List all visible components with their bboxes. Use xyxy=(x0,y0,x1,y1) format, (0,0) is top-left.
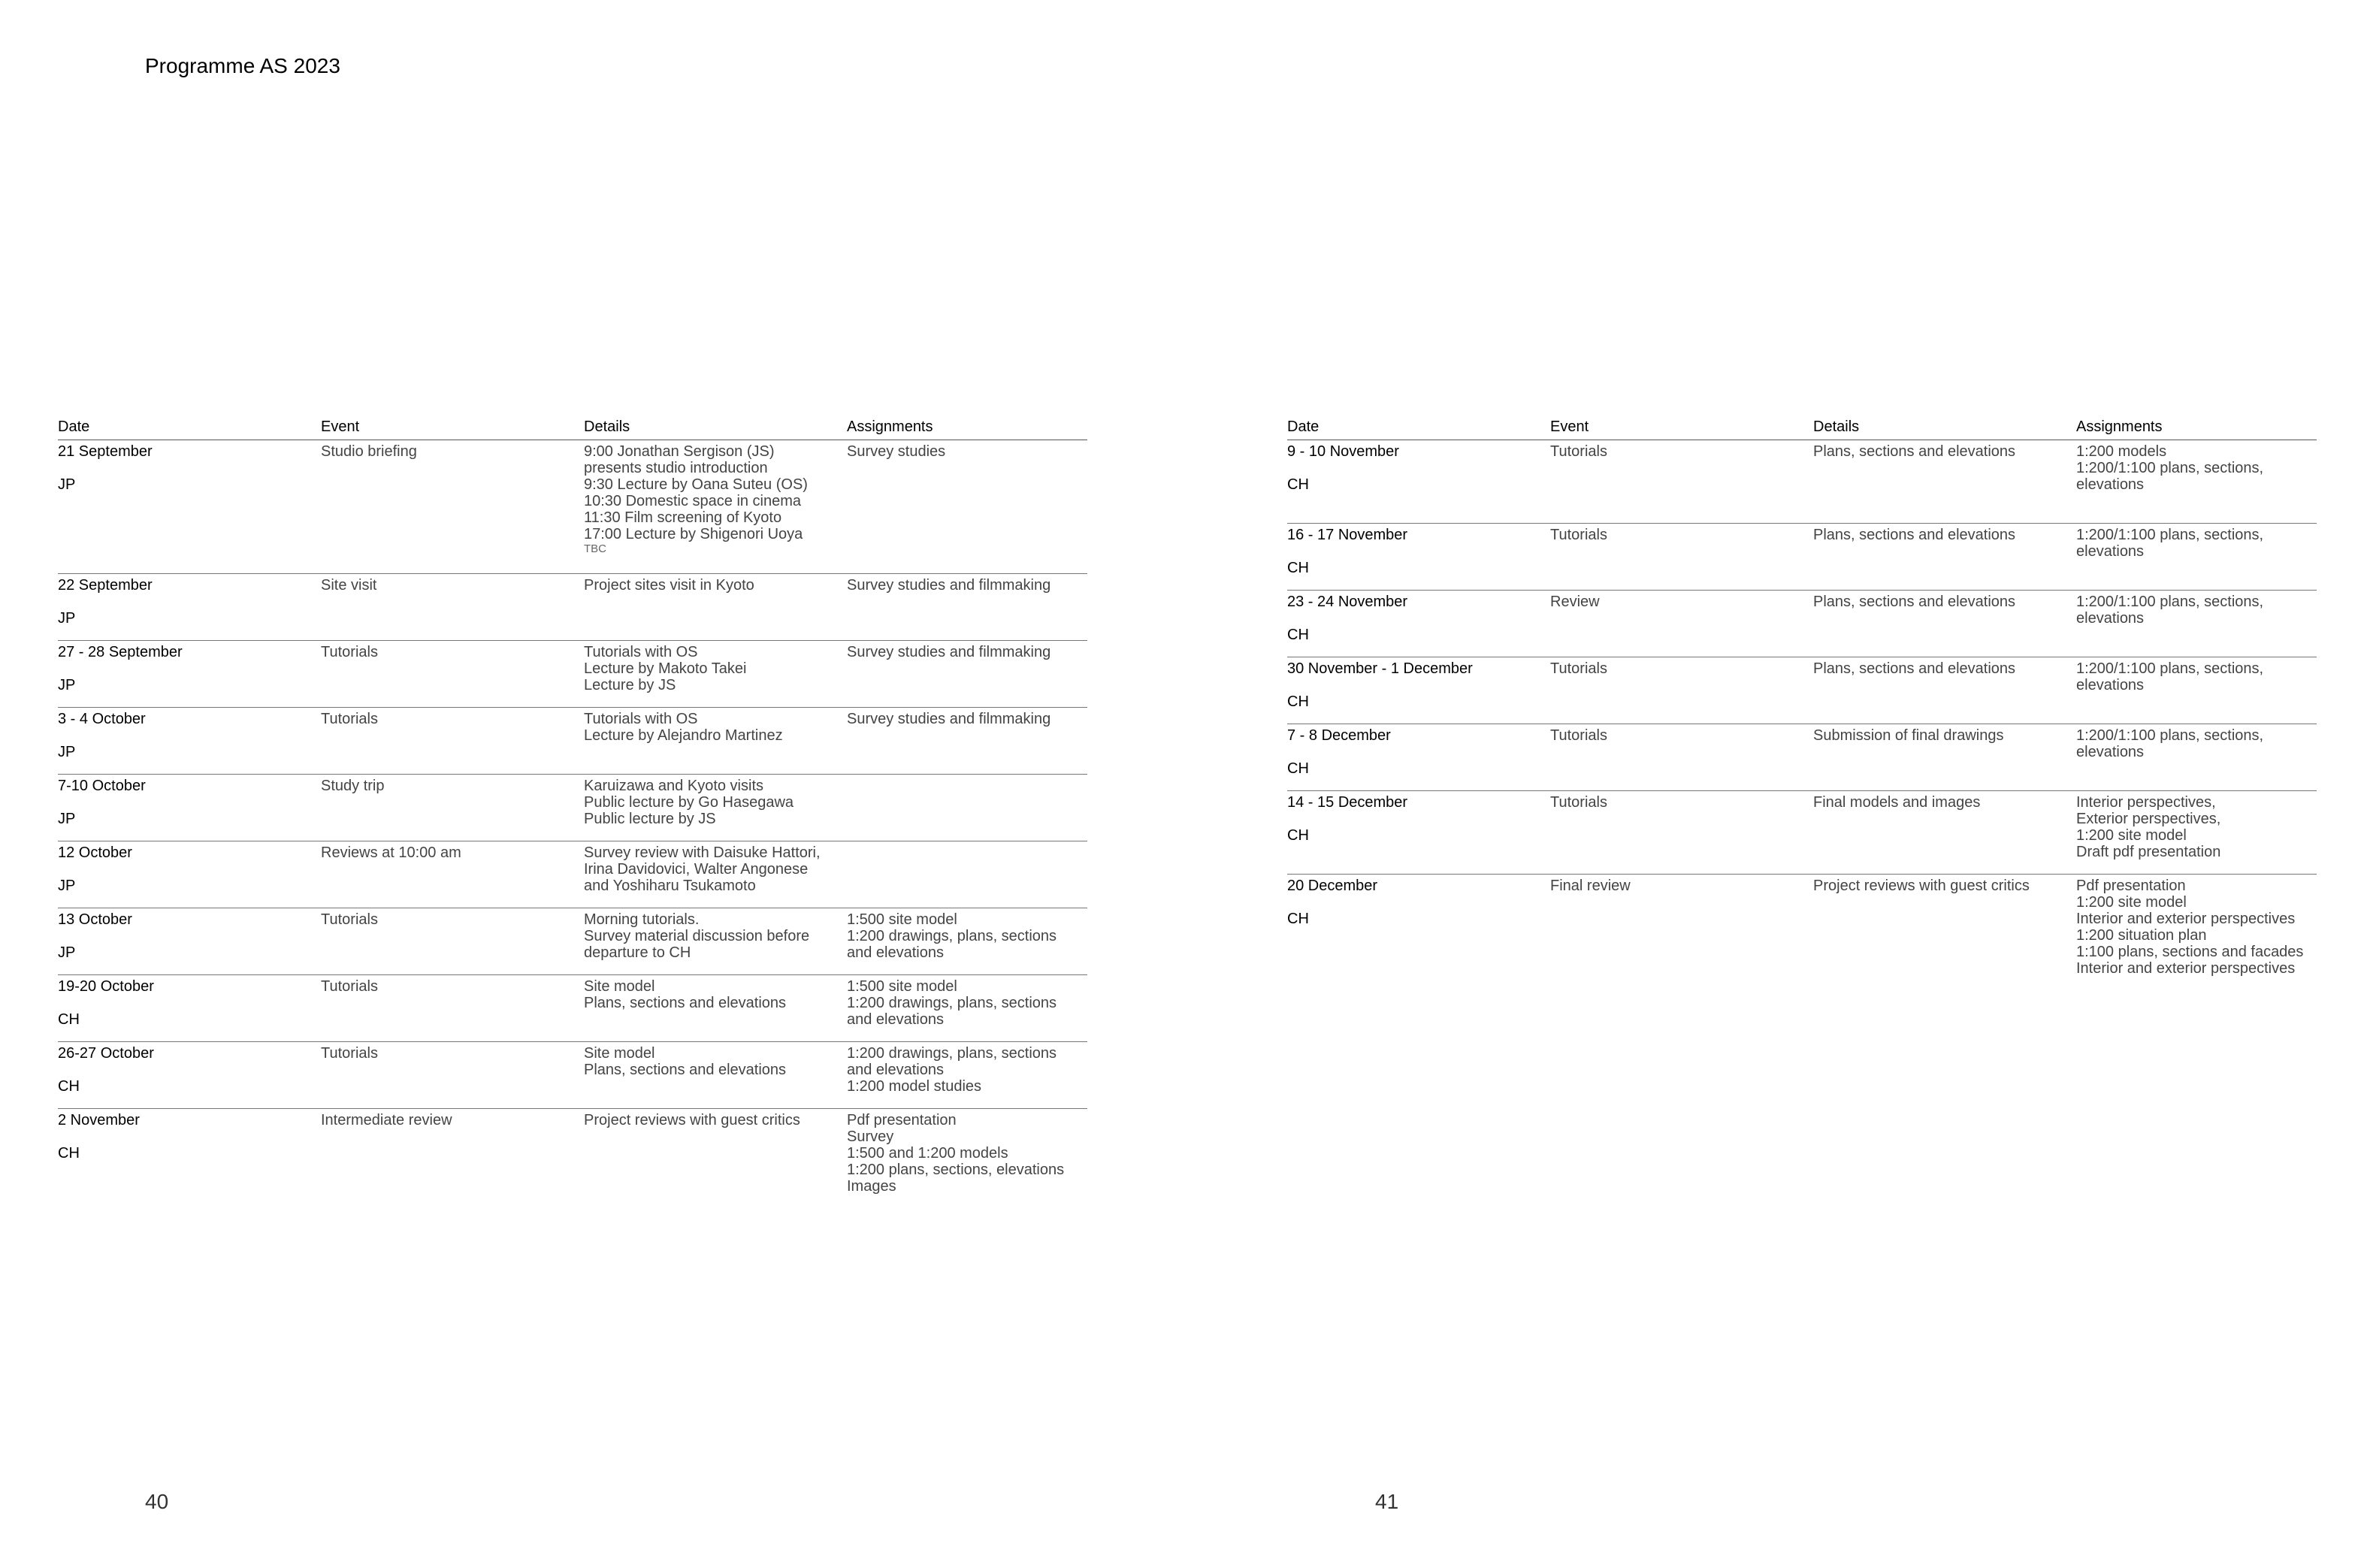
details-line: Morning tutorials. xyxy=(584,911,700,928)
date-cell xyxy=(58,644,321,707)
assignment-line: 1:200 situation plan xyxy=(2076,927,2207,944)
row-date: 20 December xyxy=(1287,878,1378,894)
schedule-table-right xyxy=(1287,415,2317,987)
details-line: Tutorials with OS xyxy=(584,711,698,727)
assignment-line: 1:200/1:100 plans, sections, xyxy=(2076,727,2264,744)
page-title: Programme AS 2023 xyxy=(145,54,340,77)
row-country: CH xyxy=(58,1011,80,1028)
table-row xyxy=(58,908,1087,975)
table-row xyxy=(1287,524,2317,591)
assignment-line: Survey studies xyxy=(847,443,946,460)
date-cell xyxy=(58,1112,321,1207)
assignments-cell xyxy=(847,911,1087,974)
event-cell xyxy=(1550,527,1813,590)
row-event: Tutorials xyxy=(1550,727,1607,744)
table-row xyxy=(58,975,1087,1042)
details-cell xyxy=(1813,527,2076,590)
row-event: Tutorials xyxy=(1550,527,1607,543)
date-cell xyxy=(58,844,321,908)
table-body-left xyxy=(58,440,1087,1207)
assignments-cell xyxy=(847,577,1087,640)
row-country: JP xyxy=(58,677,76,693)
details-cell xyxy=(584,711,847,774)
details-line: presents studio introduction xyxy=(584,460,768,476)
assignment-line: Pdf presentation xyxy=(847,1112,957,1128)
row-date: 13 October xyxy=(58,911,132,928)
assignment-line: elevations xyxy=(2076,476,2145,493)
row-country: JP xyxy=(58,811,76,827)
details-line: 9:30 Lecture by Oana Suteu (OS) xyxy=(584,476,808,493)
table-row xyxy=(1287,791,2317,875)
row-country: JP xyxy=(58,878,76,894)
row-event: Tutorials xyxy=(321,644,378,660)
event-cell xyxy=(321,644,584,707)
date-cell xyxy=(1287,878,1550,987)
details-line: Plans, sections and elevations xyxy=(1813,660,2016,677)
details-line: Plans, sections and elevations xyxy=(1813,443,2016,460)
row-date: 22 September xyxy=(58,577,153,594)
schedule-table-left xyxy=(58,415,1087,1207)
event-cell xyxy=(1550,727,1813,790)
assignments-cell xyxy=(2076,794,2317,874)
row-event: Final review xyxy=(1550,878,1631,894)
details-line: 10:30 Domestic space in cinema xyxy=(584,493,802,509)
row-country: JP xyxy=(58,744,76,760)
event-cell xyxy=(1550,794,1813,874)
date-cell xyxy=(58,778,321,841)
row-country: JP xyxy=(58,476,76,493)
row-country: CH xyxy=(1287,827,1309,844)
table-row xyxy=(58,574,1087,641)
date-cell xyxy=(1287,727,1550,790)
details-line: Lecture by JS xyxy=(584,677,676,693)
details-note: TBC xyxy=(584,542,606,555)
row-date: 9 - 10 November xyxy=(1287,443,1399,460)
table-row xyxy=(58,1042,1087,1109)
details-cell xyxy=(1813,727,2076,790)
row-event: Tutorials xyxy=(1550,443,1607,460)
assignment-line: 1:100 plans, sections and facades xyxy=(2076,944,2304,960)
assignment-line: 1:200 drawings, plans, sections xyxy=(847,995,1057,1011)
details-cell xyxy=(1813,443,2076,523)
date-cell xyxy=(58,911,321,974)
table-row xyxy=(1287,724,2317,791)
table-row xyxy=(1287,657,2317,724)
assignment-line: Exterior perspectives, xyxy=(2076,811,2221,827)
assignments-cell xyxy=(847,778,1087,841)
page-number-right: 41 xyxy=(1375,1490,1399,1513)
table-row xyxy=(1287,875,2317,987)
table-row xyxy=(58,440,1087,574)
details-line: Irina Davidovici, Walter Angonese xyxy=(584,861,809,878)
assignment-line: 1:200 site model xyxy=(2076,894,2187,911)
assignment-line: Survey studies and filmmaking xyxy=(847,711,1051,727)
table-row xyxy=(58,1109,1087,1207)
assignment-line: 1:200 models xyxy=(2076,443,2167,460)
details-line: 11:30 Film screening of Kyoto xyxy=(584,509,782,526)
assignments-cell xyxy=(2076,727,2317,790)
event-cell xyxy=(321,711,584,774)
event-cell xyxy=(1550,443,1813,523)
row-event: Intermediate review xyxy=(321,1112,452,1128)
row-date: 2 November xyxy=(58,1112,140,1128)
header-date: Date xyxy=(58,418,90,435)
event-cell xyxy=(321,1045,584,1108)
details-line: Project sites visit in Kyoto xyxy=(584,577,754,594)
assignments-cell xyxy=(2076,660,2317,724)
details-line: Plans, sections and elevations xyxy=(1813,594,2016,610)
row-date: 19-20 October xyxy=(58,978,154,995)
details-line: Survey material discussion before xyxy=(584,928,810,944)
table-header xyxy=(1287,415,2317,440)
table-row xyxy=(1287,440,2317,524)
event-cell xyxy=(321,577,584,640)
assignment-line: Interior perspectives, xyxy=(2076,794,2216,811)
details-line: Survey review with Daisuke Hattori, xyxy=(584,844,821,861)
assignment-line: 1:200 site model xyxy=(2076,827,2187,844)
details-line: Public lecture by JS xyxy=(584,811,716,827)
details-cell xyxy=(584,911,847,974)
event-cell xyxy=(321,778,584,841)
assignment-line: and elevations xyxy=(847,1062,944,1078)
date-cell xyxy=(58,577,321,640)
table-body-right xyxy=(1287,440,2317,987)
details-cell xyxy=(584,1112,847,1207)
date-cell xyxy=(1287,443,1550,523)
date-cell xyxy=(1287,527,1550,590)
date-cell xyxy=(1287,660,1550,724)
header-event: Event xyxy=(321,418,360,435)
details-line: Final models and images xyxy=(1813,794,1981,811)
table-header xyxy=(58,415,1087,440)
details-line: Public lecture by Go Hasegawa xyxy=(584,794,794,811)
row-date: 27 - 28 September xyxy=(58,644,183,660)
details-line: Lecture by Alejandro Martinez xyxy=(584,727,783,744)
details-cell xyxy=(584,644,847,707)
details-line: Plans, sections and elevations xyxy=(584,1062,787,1078)
row-event: Tutorials xyxy=(1550,794,1607,811)
header-date: Date xyxy=(1287,418,1320,435)
assignment-line: and elevations xyxy=(847,1011,944,1028)
row-country: CH xyxy=(1287,693,1309,710)
assignments-cell xyxy=(2076,443,2317,523)
details-line: Plans, sections and elevations xyxy=(1813,527,2016,543)
row-event: Study trip xyxy=(321,778,385,794)
assignments-cell xyxy=(2076,878,2317,987)
assignment-line: 1:500 site model xyxy=(847,911,957,928)
date-cell xyxy=(58,711,321,774)
date-cell xyxy=(1287,594,1550,657)
assignment-line: elevations xyxy=(2076,677,2145,693)
row-event: Tutorials xyxy=(1550,660,1607,677)
event-cell xyxy=(321,978,584,1041)
assignments-cell xyxy=(847,844,1087,908)
assignments-cell xyxy=(847,1045,1087,1108)
assignment-line: 1:200/1:100 plans, sections, xyxy=(2076,460,2264,476)
header-event: Event xyxy=(1550,418,1589,435)
assignment-line: 1:200 plans, sections, elevations xyxy=(847,1162,1065,1178)
assignment-line: 1:500 site model xyxy=(847,978,957,995)
date-cell xyxy=(1287,794,1550,874)
date-cell xyxy=(58,1045,321,1108)
header-assignments: Assignments xyxy=(847,418,933,435)
event-cell xyxy=(1550,660,1813,724)
row-country: CH xyxy=(1287,560,1309,576)
row-country: JP xyxy=(58,610,76,627)
details-cell xyxy=(584,443,847,573)
details-cell xyxy=(1813,794,2076,874)
assignment-line: Interior and exterior perspectives xyxy=(2076,960,2296,977)
row-event: Tutorials xyxy=(321,911,378,928)
details-line: Submission of final drawings xyxy=(1813,727,2004,744)
table-row xyxy=(58,841,1087,908)
row-event: Tutorials xyxy=(321,1045,378,1062)
assignment-line: Pdf presentation xyxy=(2076,878,2186,894)
row-date: 12 October xyxy=(58,844,132,861)
header-assignments: Assignments xyxy=(2076,418,2163,435)
row-date: 26-27 October xyxy=(58,1045,154,1062)
row-country: CH xyxy=(1287,911,1309,927)
details-line: Karuizawa and Kyoto visits xyxy=(584,778,764,794)
details-cell xyxy=(1813,878,2076,987)
row-event: Studio briefing xyxy=(321,443,417,460)
row-date: 7 - 8 December xyxy=(1287,727,1391,744)
assignments-cell xyxy=(847,1112,1087,1207)
row-event: Tutorials xyxy=(321,978,378,995)
assignment-line: 1:200 drawings, plans, sections xyxy=(847,928,1057,944)
details-line: Plans, sections and elevations xyxy=(584,995,787,1011)
details-line: Site model xyxy=(584,978,655,995)
assignments-cell xyxy=(847,443,1087,573)
row-event: Reviews at 10:00 am xyxy=(321,844,461,861)
details-cell xyxy=(584,778,847,841)
assignment-line: Survey studies and filmmaking xyxy=(847,577,1051,594)
assignment-line: elevations xyxy=(2076,543,2145,560)
event-cell xyxy=(321,844,584,908)
table-row xyxy=(58,708,1087,775)
table-row xyxy=(1287,591,2317,657)
row-country: CH xyxy=(58,1145,80,1162)
row-date: 14 - 15 December xyxy=(1287,794,1408,811)
details-line: Site model xyxy=(584,1045,655,1062)
row-date: 16 - 17 November xyxy=(1287,527,1408,543)
assignment-line: Survey xyxy=(847,1128,894,1145)
assignment-line: 1:500 and 1:200 models xyxy=(847,1145,1008,1162)
details-line: 9:00 Jonathan Sergison (JS) xyxy=(584,443,775,460)
assignment-line: 1:200 model studies xyxy=(847,1078,982,1095)
assignments-cell xyxy=(2076,527,2317,590)
row-date: 3 - 4 October xyxy=(58,711,146,727)
table-row xyxy=(58,641,1087,708)
details-line: Project reviews with guest critics xyxy=(1813,878,2030,894)
details-line: and Yoshiharu Tsukamoto xyxy=(584,878,756,894)
event-cell xyxy=(321,1112,584,1207)
assignments-cell xyxy=(847,711,1087,774)
assignment-line: elevations xyxy=(2076,744,2145,760)
details-cell xyxy=(1813,594,2076,657)
row-event: Site visit xyxy=(321,577,377,594)
assignment-line: elevations xyxy=(2076,610,2145,627)
details-line: departure to CH xyxy=(584,944,691,961)
assignment-line: 1:200/1:100 plans, sections, xyxy=(2076,594,2264,610)
assignment-line: and elevations xyxy=(847,944,944,961)
assignments-cell xyxy=(847,978,1087,1041)
details-line: Tutorials with OS xyxy=(584,644,698,660)
assignment-line: 1:200/1:100 plans, sections, xyxy=(2076,527,2264,543)
row-country: CH xyxy=(1287,760,1309,777)
event-cell xyxy=(1550,594,1813,657)
date-cell xyxy=(58,978,321,1041)
assignment-line: Images xyxy=(847,1178,896,1195)
assignments-cell xyxy=(847,644,1087,707)
row-date: 30 November - 1 December xyxy=(1287,660,1473,677)
date-cell xyxy=(58,443,321,573)
details-cell xyxy=(1813,660,2076,724)
assignment-line: 1:200/1:100 plans, sections, xyxy=(2076,660,2264,677)
row-event: Review xyxy=(1550,594,1600,610)
row-date: 21 September xyxy=(58,443,153,460)
page-number-left: 40 xyxy=(145,1490,169,1513)
details-cell xyxy=(584,1045,847,1108)
row-country: CH xyxy=(58,1078,80,1095)
assignment-line: Interior and exterior perspectives xyxy=(2076,911,2296,927)
assignment-line: 1:200 drawings, plans, sections xyxy=(847,1045,1057,1062)
row-country: CH xyxy=(1287,476,1309,493)
details-cell xyxy=(584,978,847,1041)
row-date: 23 - 24 November xyxy=(1287,594,1408,610)
details-cell xyxy=(584,577,847,640)
event-cell xyxy=(321,911,584,974)
header-details: Details xyxy=(584,418,630,435)
table-row xyxy=(58,775,1087,841)
details-cell xyxy=(584,844,847,908)
assignment-line: Survey studies and filmmaking xyxy=(847,644,1051,660)
row-country: JP xyxy=(58,944,76,961)
row-event: Tutorials xyxy=(321,711,378,727)
details-line: Project reviews with guest critics xyxy=(584,1112,800,1128)
details-line: 17:00 Lecture by Shigenori Uoya xyxy=(584,526,803,542)
row-date: 7-10 October xyxy=(58,778,146,794)
header-details: Details xyxy=(1813,418,1860,435)
assignments-cell xyxy=(2076,594,2317,657)
assignment-line: Draft pdf presentation xyxy=(2076,844,2221,860)
row-country: CH xyxy=(1287,627,1309,643)
details-line: Lecture by Makoto Takei xyxy=(584,660,747,677)
event-cell xyxy=(1550,878,1813,987)
event-cell xyxy=(321,443,584,573)
